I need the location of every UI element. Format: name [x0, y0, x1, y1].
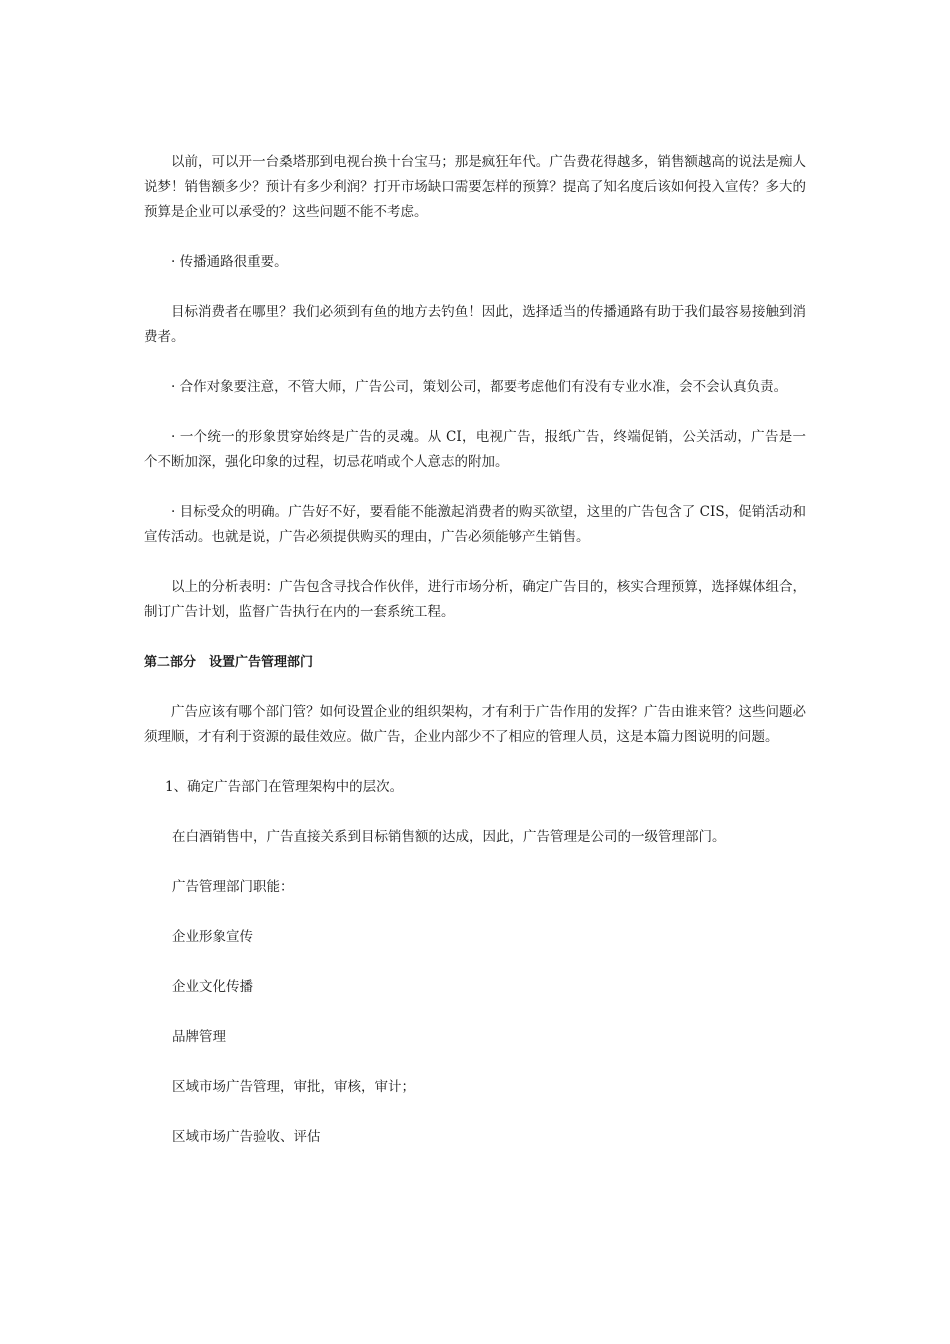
- functions-label: 广告管理部门职能：: [172, 879, 294, 895]
- bullet-partners: · 合作对象要注意，不管大师，广告公司，策划公司，都要考虑他们有没有专业水准，会不会认真负责。: [171, 379, 788, 395]
- section-heading: 第二部分 设置广告管理部门: [144, 655, 314, 670]
- document-page: [144, 150, 806, 1175]
- function-item: 企业文化传播: [172, 979, 253, 995]
- function-item: 企业形象宣传: [172, 929, 253, 945]
- function-item: 区域市场广告验收、评估: [172, 1129, 321, 1145]
- bullet-target-audience: · 目标受众的明确。广告好不好，要看能不能激起消费者的购买欲望，这里的广告包含了 CIS，促销活动和宣传活动。也就是说，广告必须提供购买的理由，广告必须能够产生销售。: [144, 504, 806, 545]
- paragraph-budget: 以前，可以开一台桑塔那到电视台换十台宝马；那是疯狂年代。广告费花得越多，销售额越高的说法是痴人说梦！销售额多少？预计有多少利润？打开市场缺口需要怎样的预算？提高了知名度后该如何投入宣传？多大的预算是企业可以承受的？这些问题不能不考虑。: [144, 154, 806, 220]
- paragraph-target-consumers: 目标消费者在哪里？我们必须到有鱼的地方去钓鱼！因此，选择适当的传播通路有助于我们最容易接触到消费者。: [144, 304, 806, 345]
- paragraph-analysis-summary: 以上的分析表明：广告包含寻找合作伙伴，进行市场分析，确定广告目的，核实合理预算，选择媒体组合，制订广告计划，监督广告执行在内的一套系统工程。: [144, 579, 806, 620]
- bullet-channel-importance: · 传播通路很重要。: [171, 254, 288, 270]
- bullet-unified-image: · 一个统一的形象贯穿始终是广告的灵魂。从 CI，电视广告，报纸广告，终端促销，公关活动，广告是一个不断加深，强化印象的过程，切忌花哨或个人意志的附加。: [144, 429, 806, 470]
- paragraph-section-body: 在白酒销售中，广告直接关系到目标销售额的达成，因此，广告管理是公司的一级管理部门。: [172, 829, 726, 845]
- function-item: 区域市场广告管理，审批，审核，审计；: [172, 1079, 415, 1095]
- function-item: 品牌管理: [172, 1029, 226, 1045]
- numbered-item-1: 1、确定广告部门在管理架构中的层次。: [165, 779, 404, 795]
- paragraph-section-intro: 广告应该有哪个部门管？如何设置企业的组织架构，才有利于广告作用的发挥？广告由谁来管？这些问题必须理顺，才有利于资源的最佳效应。做广告，企业内部少不了相应的管理人员，这是本篇力图说明的问题。: [144, 704, 806, 745]
